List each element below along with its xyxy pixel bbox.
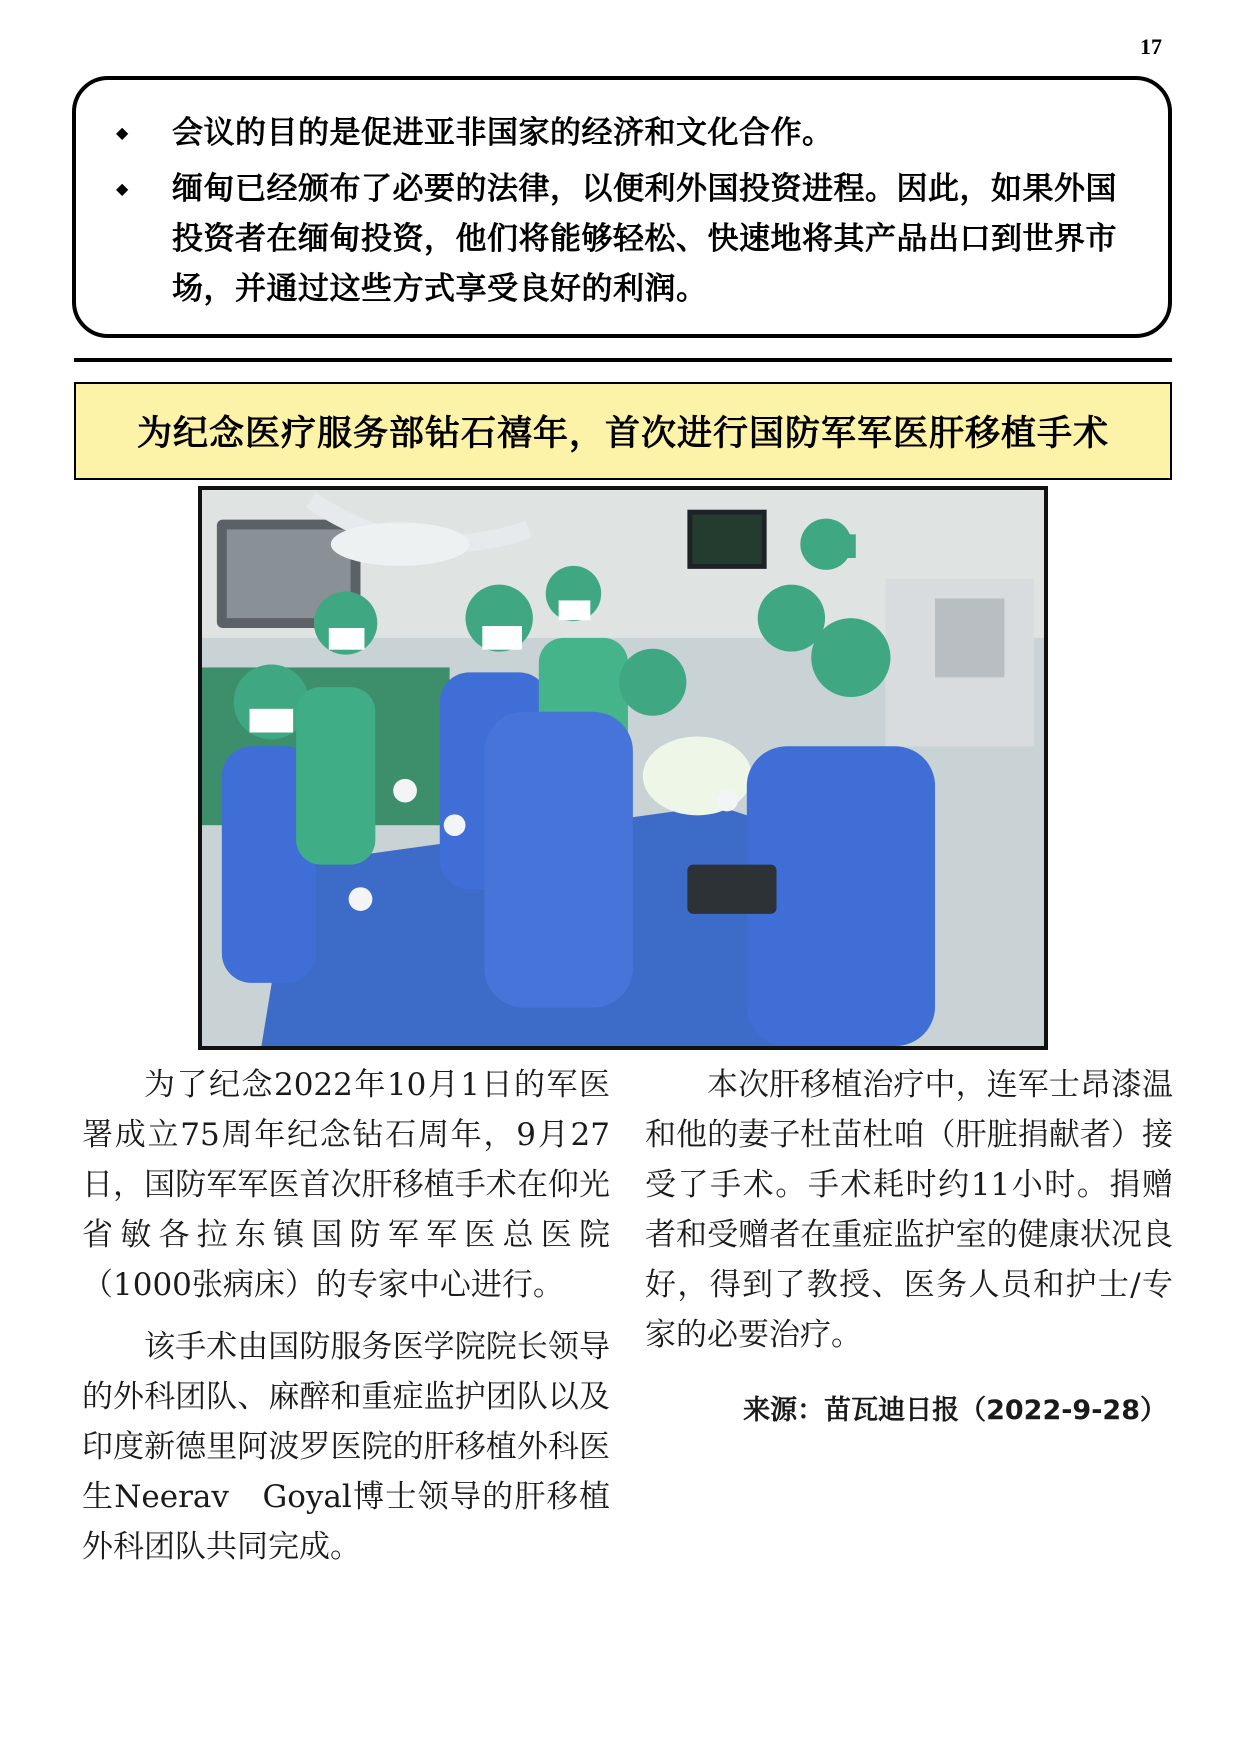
bullet-text: 缅甸已经颁布了必要的法律，以便利外国投资进程。因此，如果外国投资者在缅甸投资，他们将能够轻松、快速地将其产品出口到世界市场，并通过这些方式享受良好的利润。	[172, 171, 1117, 307]
key-points-box	[72, 76, 1172, 338]
headline-banner	[74, 382, 1172, 480]
bullet-text: 会议的目的是促进亚非国家的经济和文化合作。	[172, 115, 834, 151]
article-left-column	[82, 1060, 610, 1572]
article-paragraph: 该手术由国防服务医学院院长领导的外科团队、麻醉和重症监护团队以及印度新德里阿波罗医院的肝移植外科医生Neerav Goyal博士领导的肝移植外科团队共同完成。	[82, 1329, 610, 1565]
bullet-item	[116, 108, 1148, 158]
surgery-photo	[198, 486, 1048, 1050]
article-paragraph: 本次肝移植治疗中，连军士昂漆温和他的妻子杜苗杜咱（肝脏捐献者）接受了手术。手术耗时约11小时。捐赠者和受赠者在重症监护室的健康状况良好，得到了教授、医务人员和护士/专家的必要治疗。	[645, 1067, 1173, 1353]
article-source: 来源：苗瓦迪日报（2022-9-28）	[743, 1395, 1167, 1426]
surgery-photo-illustration	[202, 490, 1044, 1046]
bullet-item	[116, 164, 1148, 314]
page-number: 17	[1140, 34, 1162, 59]
diamond-bullet-icon: ◆	[116, 123, 129, 142]
diamond-bullet-icon: ◆	[116, 179, 129, 198]
article-paragraph: 为了纪念2022年10月1日的军医署成立75周年纪念钻石周年，9月27日，国防军军医首次肝移植手术在仰光省敏各拉东镇国防军军医总医院（1000张病床）的专家中心进行。	[82, 1067, 610, 1303]
section-divider	[74, 358, 1172, 362]
article-right-column	[645, 1060, 1173, 1436]
article-headline: 为纪念医疗服务部钻石禧年，首次进行国防军军医肝移植手术	[136, 414, 1109, 454]
